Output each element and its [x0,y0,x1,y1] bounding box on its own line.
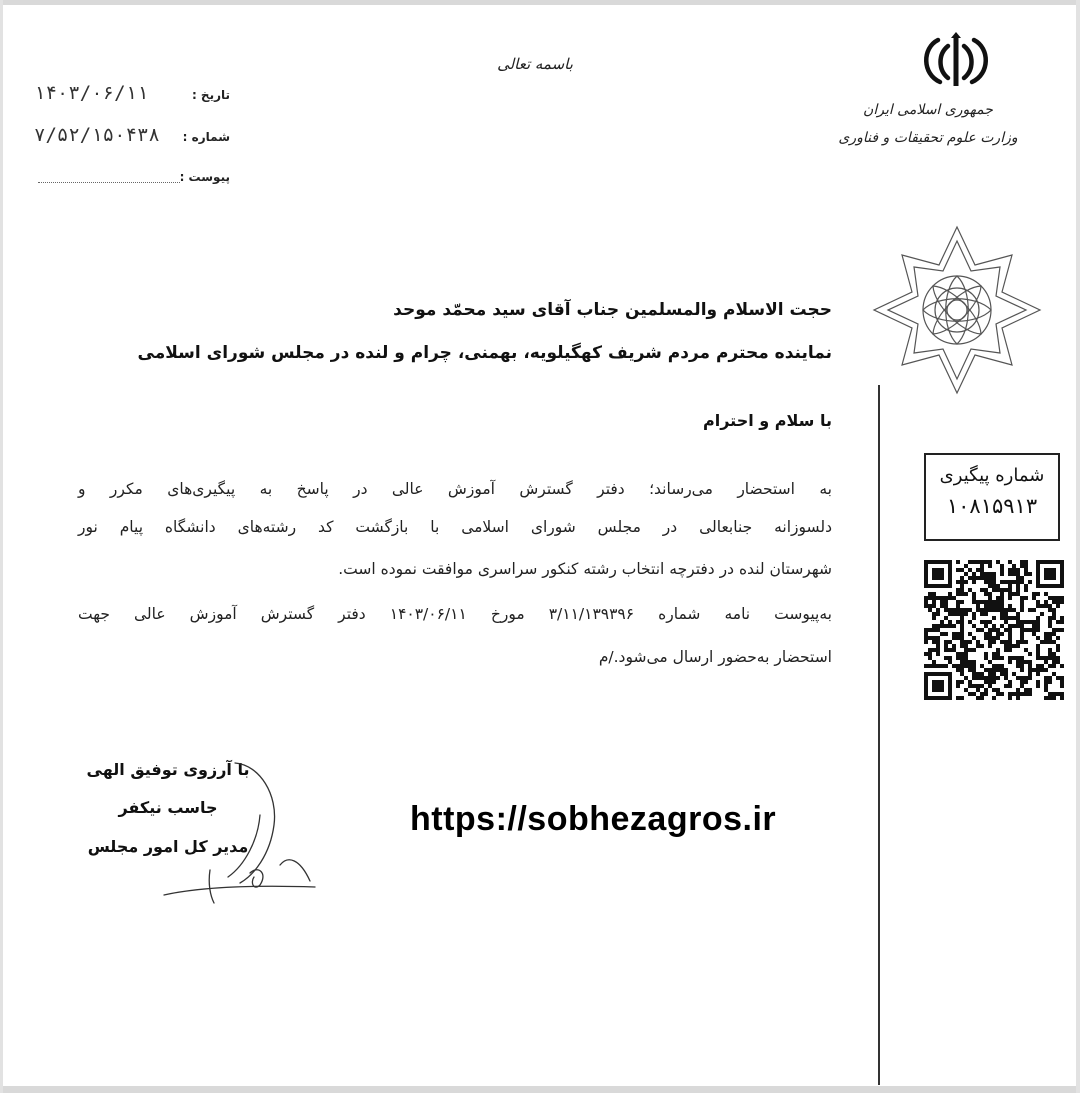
attachment-row [30,160,230,186]
signer-name: جاسب نیکفر [118,798,218,817]
page-frame-left [0,0,3,1093]
letterhead-ministry: وزارت علوم تحقیقات و فناوری [838,130,1018,146]
body-line-2: دلسوزانه جنابعالی در مجلس شورای اسلامی با بازگشت کد رشته‌های دانشگاه پیام نور [78,518,832,536]
closing-line: با آرزوی توفیق الهی [86,760,250,779]
date-label: تاریخ : [191,88,230,102]
letterhead-country: جمهوری اسلامی ایران [863,102,993,118]
attachment-label: پیوست : [179,170,230,184]
handwritten-signature [150,755,325,910]
letterhead-text [828,96,1028,152]
basmala: باسمه تعالی [497,55,573,73]
date-value: ۱۴۰۳/۰۶/۱۱ [34,82,149,104]
body-line-5: استحضار به‌حضور ارسال می‌شود./م [598,648,832,666]
watermark-url: https://sobhezagros.ir [410,800,777,838]
date-row [30,78,230,104]
tracking-number: ۱۰۸۱۵۹۱۳ [946,494,1038,518]
qr-code-icon [924,560,1064,700]
signer-title: مدیر کل امور مجلس [87,837,249,856]
ornament-icon [872,225,1042,395]
page-frame-top [0,0,1080,5]
body-line-4: به‌پیوست نامه شماره ۳/۱۱/۱۳۹۳۹۶ مورخ ۱۴۰۳/۰۶/۱۱ دفتر گسترش آموزش عالی جهت [78,605,832,623]
number-row [30,120,230,146]
page-frame-bottom [0,1086,1080,1093]
iran-emblem-icon [918,30,994,90]
tracking-box [924,453,1060,541]
margin-rule [878,385,880,1085]
number-value: ۷/۵۲/۱۵۰۴۳۸ [34,124,160,146]
number-label: شماره : [182,130,230,144]
greeting: با سلام و احترام [703,411,832,430]
recipient-line-2: نماینده محترم مردم شریف کهگیلویه، بهمنی، چرام و لنده در مجلس شورای اسلامی [137,343,832,363]
page-frame-right [1076,0,1080,1093]
attachment-dots [38,182,180,183]
body-line-1: به استحضار می‌رساند؛ دفتر گسترش آموزش عالی در پاسخ به پیگیری‌های مکرر و [78,480,832,498]
body-line-3: شهرستان لنده در دفترچه انتخاب رشته کنکور سراسری موافقت نموده است. [338,560,832,578]
tracking-label: شماره پیگیری [939,465,1045,486]
recipient-line-1: حجت الاسلام والمسلمین جناب آقای سید محمّد موحد [393,300,832,320]
